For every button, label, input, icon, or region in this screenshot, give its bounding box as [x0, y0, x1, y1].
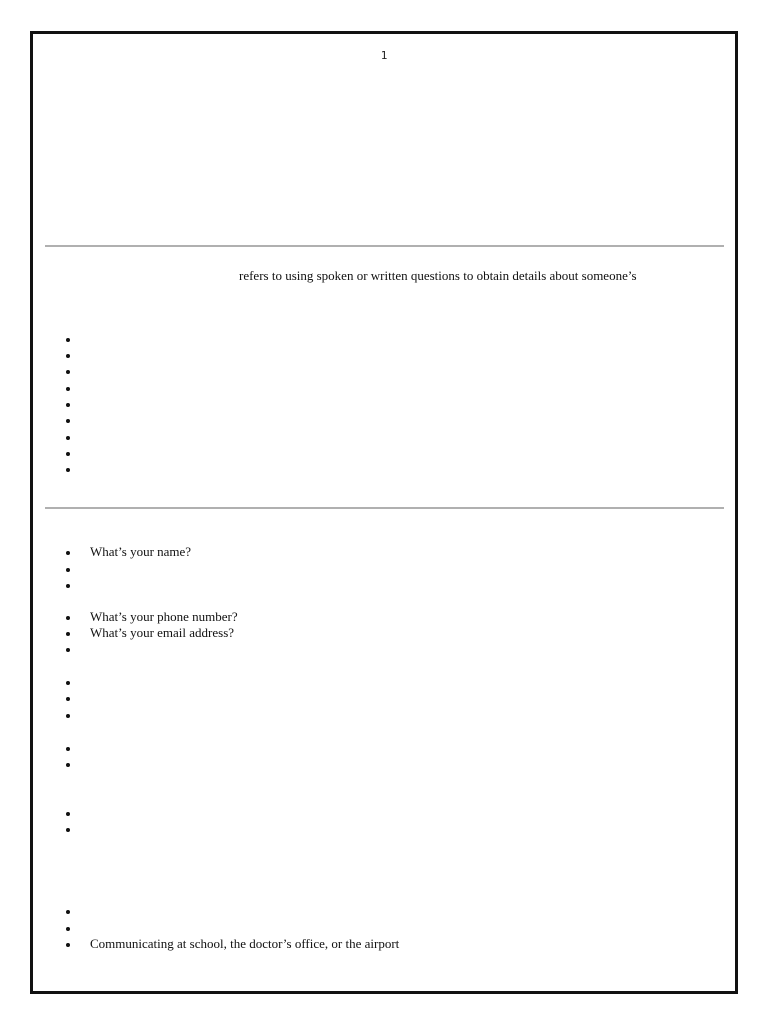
list-item-bullet [66, 616, 70, 620]
definition-text: refers to using spoken or written questions to obtain details about someone’s [239, 268, 637, 283]
list-item [66, 436, 70, 440]
document-page [30, 31, 738, 994]
list-item-name-question: What’s your name? [90, 544, 192, 559]
list-item-bullet [66, 681, 70, 685]
list-item-bullet [66, 943, 70, 947]
list-item [66, 338, 70, 342]
list-item-phone-question: What’s your phone number? [90, 609, 238, 624]
list-item [66, 468, 70, 472]
list-item-bullet [66, 747, 70, 751]
list-item [66, 419, 70, 423]
list-item-bullet [66, 763, 70, 767]
list-item [66, 387, 70, 391]
list-item-bullet [66, 568, 70, 572]
section-divider-top [45, 245, 724, 247]
list-item-bullet [66, 648, 70, 652]
list-item [66, 452, 70, 456]
list-item-bullet [66, 927, 70, 931]
list-item-bullet [66, 828, 70, 832]
list-item-bullet [66, 812, 70, 816]
list-item-email-question: What’s your email address? [90, 625, 235, 640]
list-item-communicating: Communicating at school, the doctor’s office, or the airport [90, 936, 400, 951]
page-number: 1 [380, 49, 388, 62]
section-divider-middle [45, 507, 724, 509]
list-item [66, 354, 70, 358]
list-item-bullet [66, 910, 70, 914]
list-item [66, 370, 70, 374]
list-item-bullet [66, 632, 70, 636]
list-item [66, 403, 70, 407]
list-item-bullet [66, 697, 70, 701]
list-item-bullet [66, 714, 70, 718]
list-item-bullet [66, 584, 70, 588]
list-item-bullet [66, 551, 70, 555]
